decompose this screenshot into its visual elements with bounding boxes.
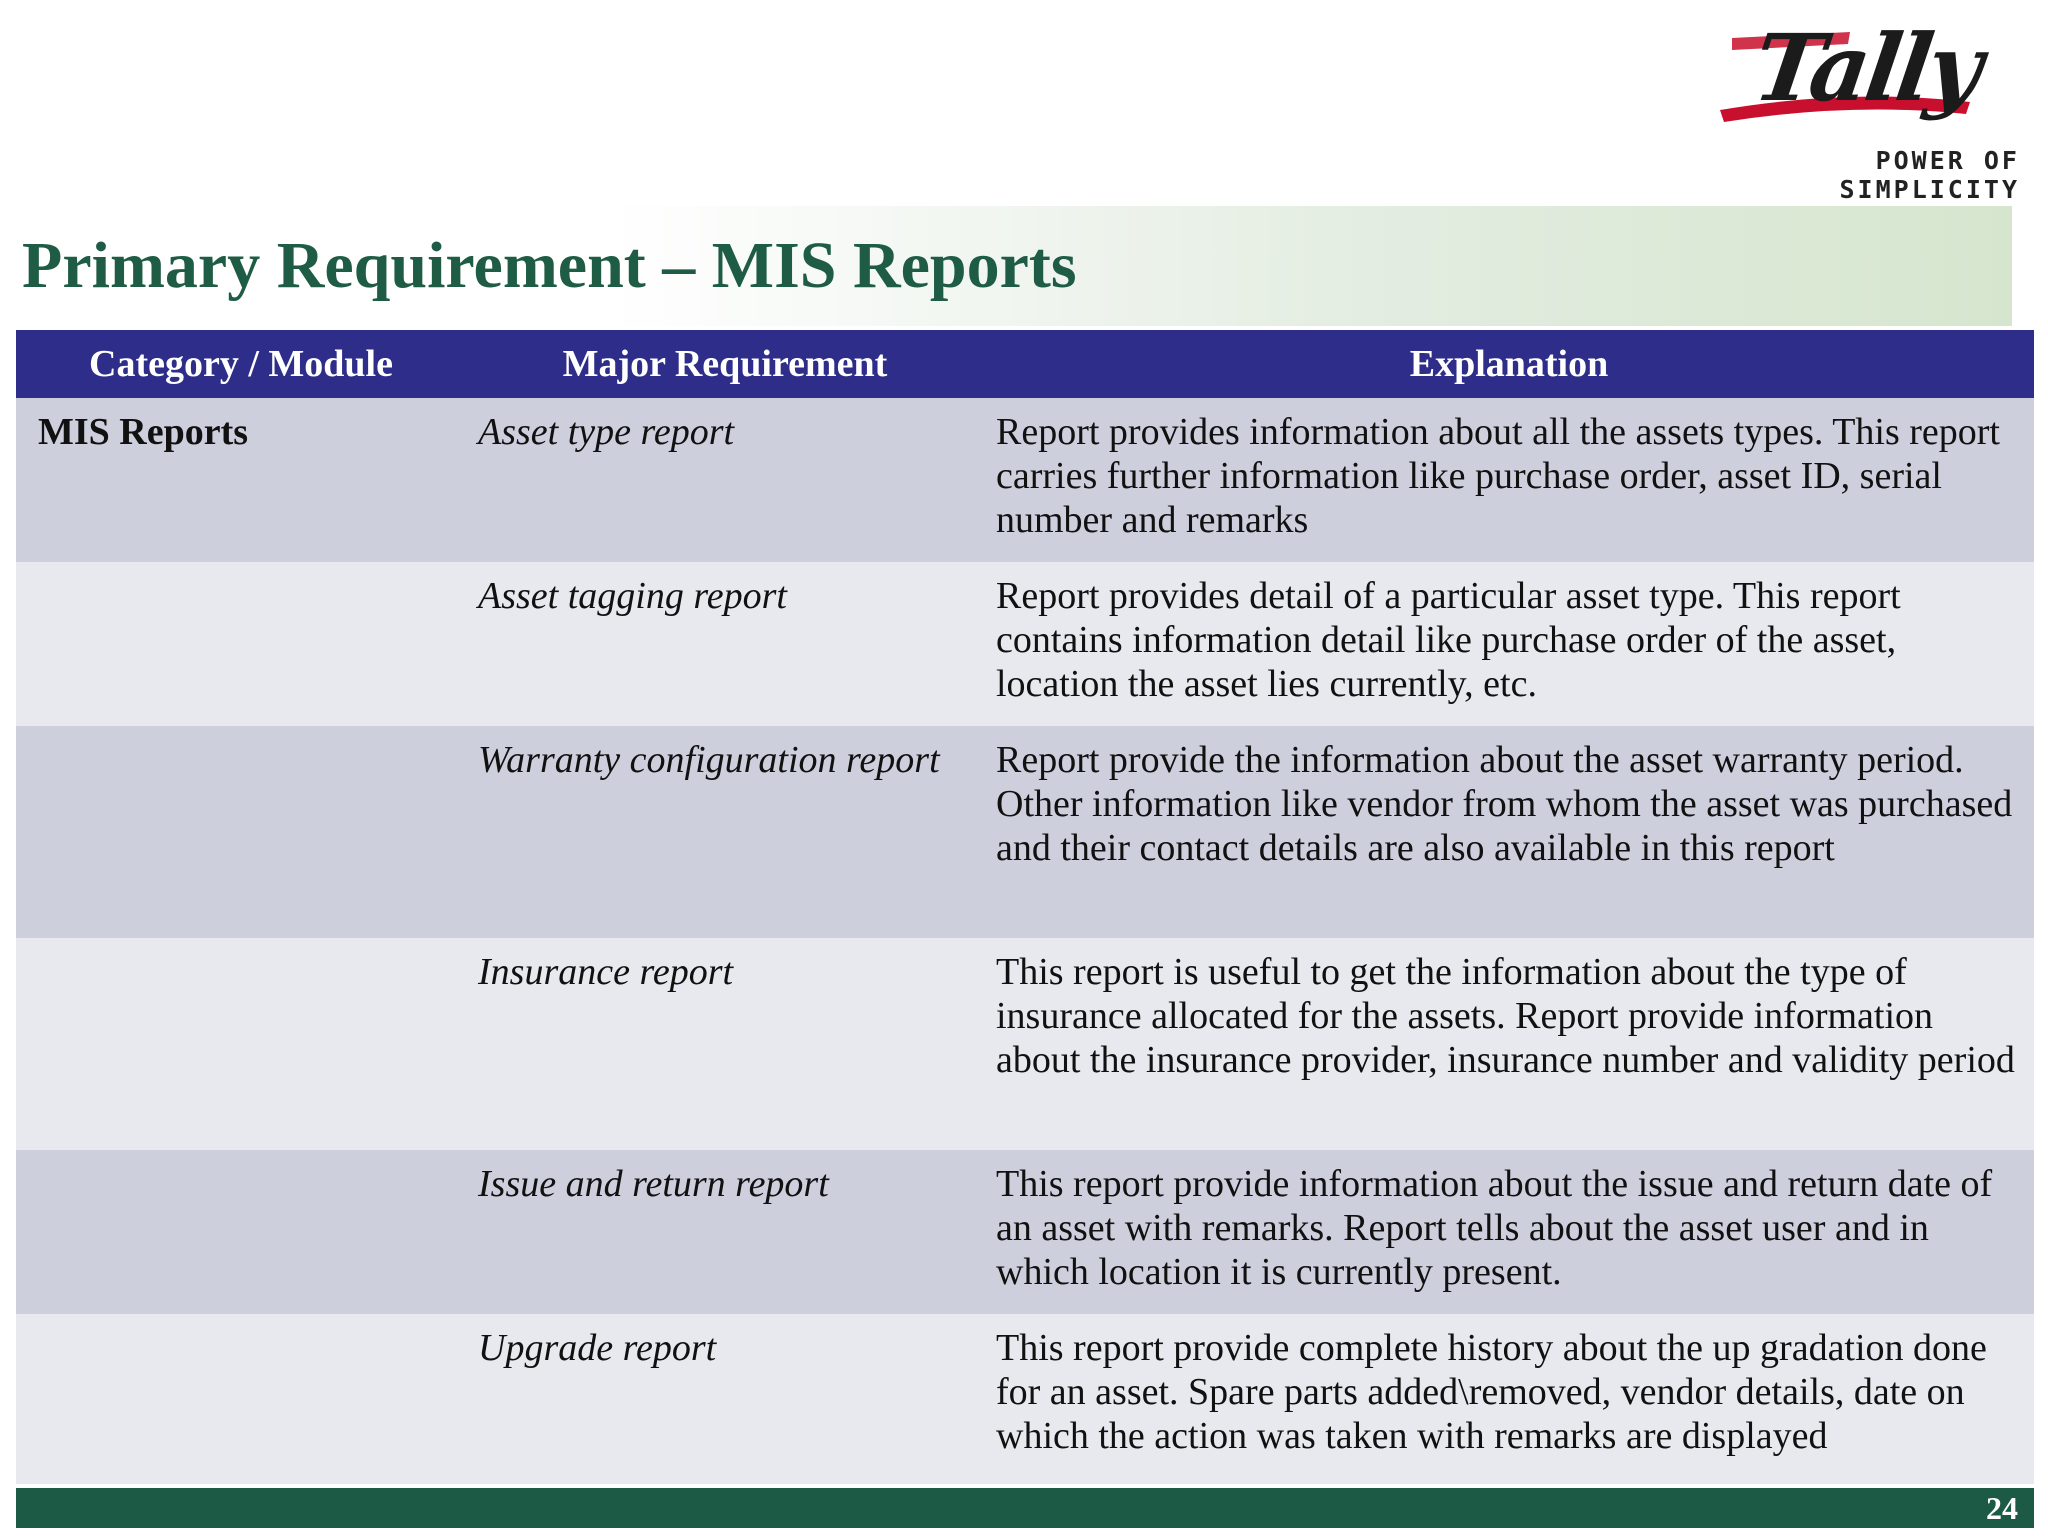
explanation-cell: This report provide complete history about the up gradation done for an asset. Spare parts added\removed, vendor details, date on which the action was taken with remarks are displayed: [984, 1314, 2034, 1484]
requirement-cell: Issue and return report: [466, 1150, 984, 1314]
table-row: [16, 398, 2034, 562]
explanation-cell: This report provide information about the issue and return date of an asset with remarks. Report tells about the asset user and in which location it is currently present.: [984, 1150, 2034, 1314]
requirement-cell: Upgrade report: [466, 1314, 984, 1484]
category-cell: [16, 1314, 466, 1484]
table-row: [16, 562, 2034, 726]
category-cell: MIS Reports: [16, 398, 466, 562]
table-row: [16, 1314, 2034, 1484]
logo-tagline: POWER OF SIMPLICITY: [1839, 146, 2020, 204]
explanation-cell: This report is useful to get the information about the type of insurance allocated for the assets. Report provide information about the insurance provider, insurance number and validity period: [984, 938, 2034, 1150]
requirement-cell: Asset type report: [466, 398, 984, 562]
requirement-cell: Asset tagging report: [466, 562, 984, 726]
table-row: [16, 938, 2034, 1150]
category-cell: [16, 1150, 466, 1314]
requirements-table: [16, 330, 2034, 1484]
header-explanation: Explanation: [984, 330, 2034, 398]
header-category: Category / Module: [16, 330, 466, 398]
table-header-row: [16, 330, 2034, 398]
requirement-cell: Insurance report: [466, 938, 984, 1150]
explanation-cell: Report provide the information about the asset warranty period. Other information like vendor from whom the asset was purchased and their contact details are also available in this report: [984, 726, 2034, 938]
footer-bar: [16, 1488, 2034, 1528]
requirement-cell: Warranty configuration report: [466, 726, 984, 938]
logo-wordmark: Tally: [1747, 14, 1986, 122]
page-number: 24: [1986, 1490, 2018, 1526]
category-cell: [16, 726, 466, 938]
explanation-cell: Report provides detail of a particular asset type. This report contains information detail like purchase order of the asset, location the asset lies currently, etc.: [984, 562, 2034, 726]
header-requirement: Major Requirement: [466, 330, 984, 398]
category-cell: [16, 562, 466, 726]
table-row: [16, 726, 2034, 938]
tally-logo: [1680, 14, 2020, 204]
page-title: Primary Requirement – MIS Reports: [22, 229, 1077, 302]
explanation-cell: Report provides information about all the assets types. This report carries further information like purchase order, asset ID, serial number and remarks: [984, 398, 2034, 562]
category-cell: [16, 938, 466, 1150]
table-row: [16, 1150, 2034, 1314]
